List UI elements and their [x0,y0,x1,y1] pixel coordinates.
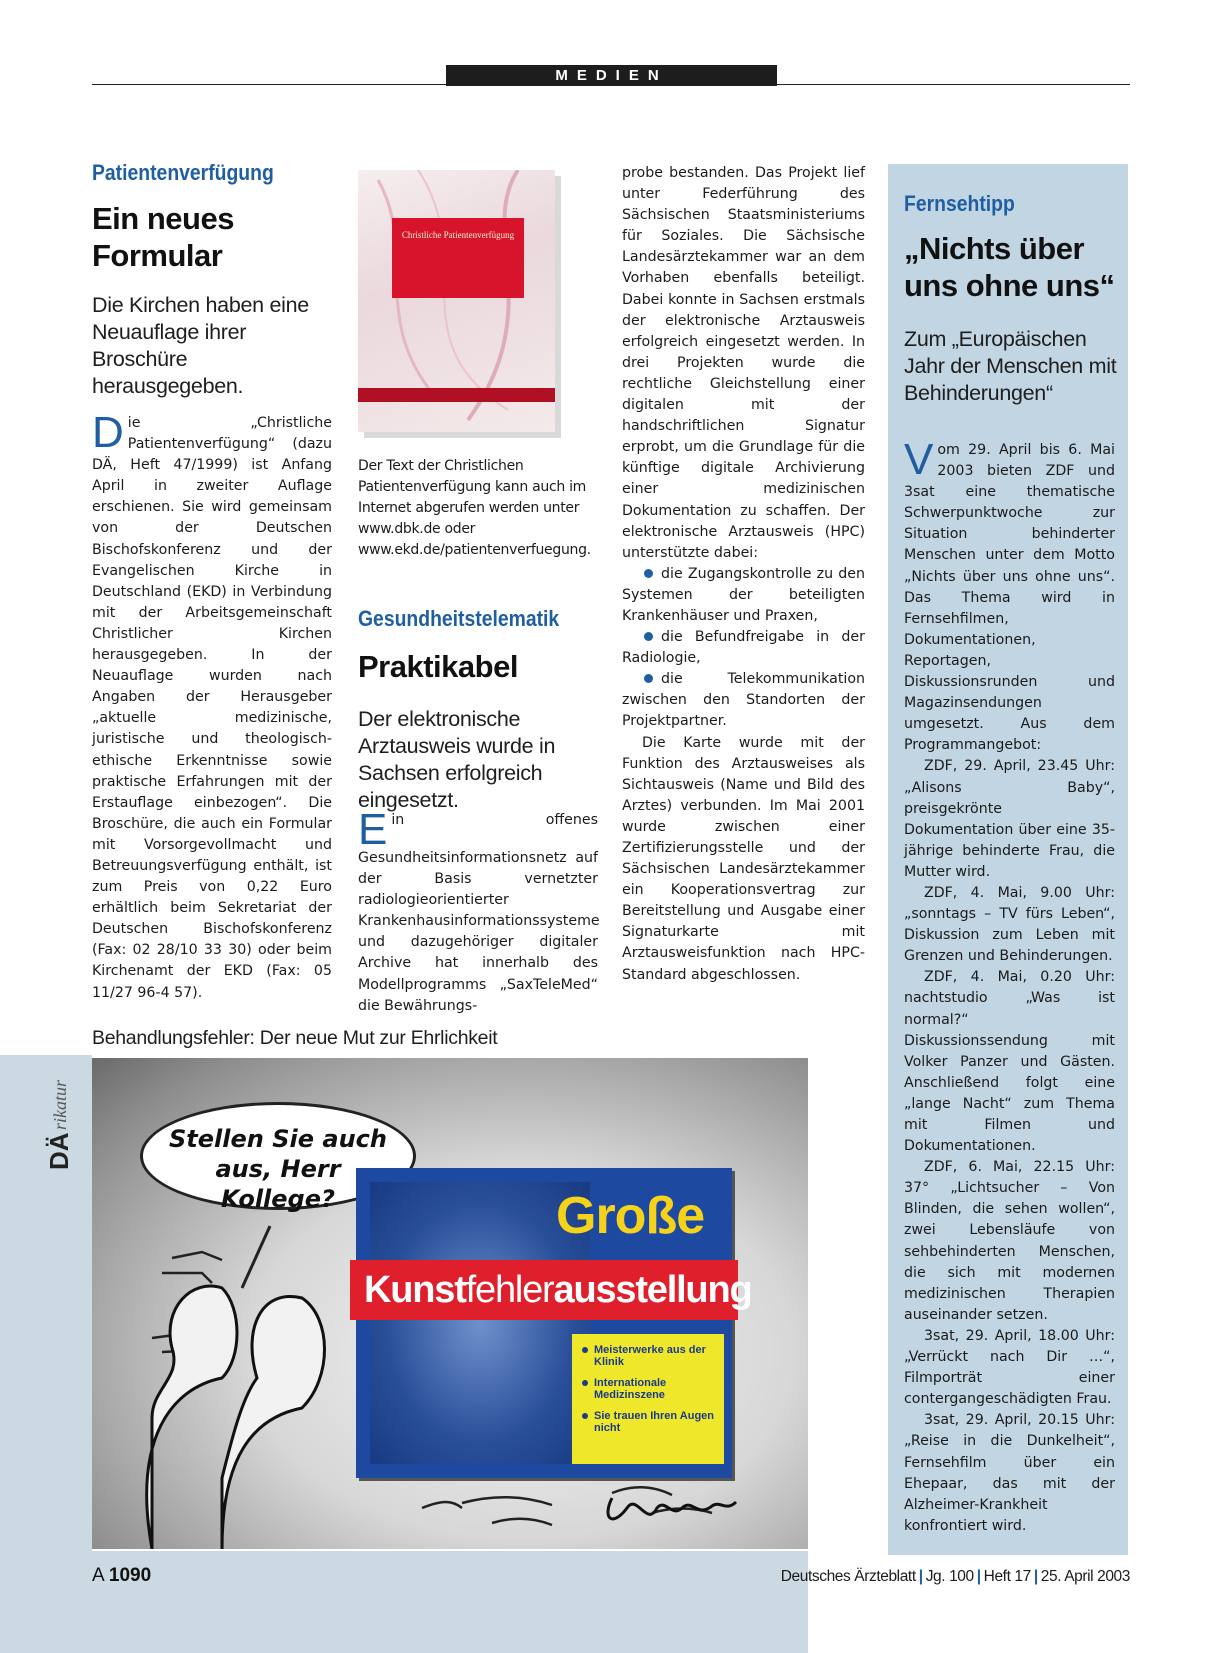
article1-kicker: Patientenverfügung [92,160,274,185]
sidebar-intro: om 29. April bis 6. Mai 2003 bieten ZDF und 3sat eine thematische Schwerpunktwoche zur Situation behinderter Menschen unter dem Motto „Nichts über uns ohne uns“. Das Thema wird in Fernsehfilmen, Dokumentationen, Reportagen, Diskussionsrunden und Magazinsendungen umgesetzt. Aus dem Programmangebot: [904,442,1115,754]
artist-signature [92,1058,808,1549]
program-item: ZDF, 4. Mai, 9.00 Uhr: „sonntags – TV fürs Leben“, Diskussion zum Leben mit Grenzen und Behinderungen. [904,884,1115,965]
sidebar-headline: „Nichts über uns ohne uns“ [904,231,1115,303]
sidebar-deck: Zum „Europäischen Jahr der Menschen mit Behinderungen“ [904,327,1117,405]
daerikatur-logo [38,1070,78,1180]
article2-headline: Praktikabel [358,649,518,684]
program-item: 3sat, 29. April, 20.15 Uhr: „Reise in die Dunkelheit“, Fernsehfilm über ein Ehepaar, das mit der Alzheimer-Krankheit konfrontiert wird. [904,1412,1115,1534]
bullet-dot-icon [644,569,653,578]
brochure-image [358,170,555,432]
bullet-item: die Zugangskontrolle zu den Systemen der beteiligten Krankenhäuser und Praxen, [622,565,865,624]
dropcap-e: E [358,805,388,854]
brochure-title: Christliche Patientenverfügung [401,230,515,240]
cartoon-image [92,1058,808,1549]
image-caption: Der Text der Christlichen Patientenverfügung kann auch im Internet abgerufen werden unter www.dbk.de oder www.ekd.de/patientenverfuegung. [358,458,591,558]
dropcap-v: V [904,435,934,484]
poster-list-item: Meisterwerke aus der Klinik [594,1344,716,1368]
article1-deck: Die Kirchen haben eine Neuauflage ihrer Broschüre herausgegeben. [92,293,309,398]
speech-text: Stellen Sie auch aus, Herr Kollege? [169,1125,387,1213]
program-item: 3sat, 29. April, 18.00 Uhr: „Verrückt nach Dir …“, Filmporträt einer contergangeschädigten Frau. [904,1327,1115,1408]
article2-col3-text: probe bestanden. Das Projekt lief unter Federführung des Sächsischen Staatsministeriums für Soziales. Die Sächsische Landesärztekammer war an dem Vorhaben ebenfalls beteiligt. Dabei konnte in Sachsen erstmals der elektronische Arztausweis erfolgreich eingesetzt werden. In drei Projekten wurde die rechtliche Gleichstellung einer digitalen mit der handschriftlichen Signatur erprobt, um die Grundlage für die künftige digitale Archivierung einer medizinischen Dokumentation zu schaffen. Der elektronische Arztausweis (HPC) unterstützte dabei: [622,165,865,561]
journal-info: Deutsches Ärzteblatt | Jg. 100 | Heft 17 | 25. April 2003 [780,1568,1130,1585]
page-number: A 1090 [92,1565,152,1586]
section-tag: MEDIEN [446,65,777,86]
cartoon-title: Behandlungsfehler: Der neue Mut zur Ehrlichkeit [92,1027,498,1049]
separator: | [1033,1568,1038,1585]
article2-col3-end: Die Karte wurde mit der Funktion des Arztausweises als Sichtausweis (Name und Bild des Arztes) verbunden. Im Mai 2001 wurde zwischen einer Zertifizierungsstelle und der Sächsischen Landesärztekammer ein Kooperationsvertrag zur Bereitstellung und Ausgabe einer Signaturkarte mit Arztausweisfunktion nach HPC-Standard abgeschlossen. [622,734,865,983]
article1-body-text: ie „Christliche Patientenverfügung“ (dazu DÄ, Heft 47/1999) ist Anfang April in zweiter Auflage erschienen. Sie wird gemeinsam von der Deutschen Bischofskonferenz und der Evangelischen Kirche in Deutschland (EKD) in Verbindung mit der Arbeitsgemeinschaft Christlicher Kirchen herausgegeben. In der Neuauflage wurden nach Angaben der Herausgeber „aktuelle medizinische, juristische und theologisch-ethische Erkenntnisse sowie praktische Erfahrungen mit der Erstauflage einbezogen“. Die Broschüre, die auch ein Formular mit Vorsorgevollmacht und Betreuungsverfügung enthält, ist zum Preis von 0,22 Euro erhältlich beim Sekretariat der Deutschen Bischofskonferenz (Fax: 02 28/10 33 30) oder beim Kirchenamt der EKD (Fax: 05 11/27 96-4 57). [92,415,332,1001]
article1-body [92,408,332,1004]
bullet-item: die Befundfreigabe in der Radiologie, [622,629,865,667]
sidebar-kicker: Fernsehtipp [904,191,1015,216]
article2-col2-text: in offenes Gesundheitsinformationsnetz auf der Basis vernetzter radiologieorientierter Krankenhausinformationssysteme und dazugehöriger digitaler Archive hat innerhalb des Modellprogramms „SaxTeleMed“ die Bewährungs- [358,812,600,1014]
svg-text:rikatur: rikatur [50,1079,70,1130]
sidebar-body [904,435,1115,1537]
poster-headline: Kunstfehlerausstellung [364,1269,752,1311]
poster-list-item: Sie trauen Ihren Augen nicht [594,1410,715,1434]
program-item: ZDF, 29. April, 23.45 Uhr: „Alisons Baby“, preisgekrönte Dokumentation über eine 35-jährige behinderte Frau, die Mutter wird. [904,758,1115,880]
article2-body-col2 [358,805,600,1017]
program-item: ZDF, 4. Mai, 0.20 Uhr: nachtstudio „Was ist normal?“ Diskussionssendung mit Volker Panzer und Gästen. Anschließend folgt eine „lange Nacht“ zum Thema mit Filmen und Dokumentationen. [904,969,1115,1155]
brochure-footer-band [358,388,555,402]
article2-body-col3 [622,163,865,986]
svg-text:DÄ: DÄ [44,1132,74,1170]
bullet-dot-icon [644,674,653,683]
bullet-item: die Telekommunikation zwischen den Standorten der Projektpartner. [622,671,865,730]
separator: | [918,1568,923,1585]
article1-headline: Ein neues Formular [92,201,234,273]
poster-title: Große [556,1187,705,1245]
bullet-dot-icon [644,632,653,641]
program-item: ZDF, 6. Mai, 22.15 Uhr: 37° „Lichtsucher – Von Blinden, die sehen wollen“, zwei Lebensläufe von sehbehinderten Menschen, die sich mit modernen medizinischen Therapien auseinander setzen. [904,1159,1115,1323]
article2-kicker: Gesundheitstelematik [358,606,560,631]
poster-list-item: Internationale Medizinszene [594,1377,716,1401]
article2-deck: Der elektronische Arztausweis wurde in Sachsen erfolgreich eingesetzt. [358,707,556,812]
separator: | [976,1568,981,1585]
dropcap-d: D [92,408,124,457]
brochure-title-box [392,218,524,298]
